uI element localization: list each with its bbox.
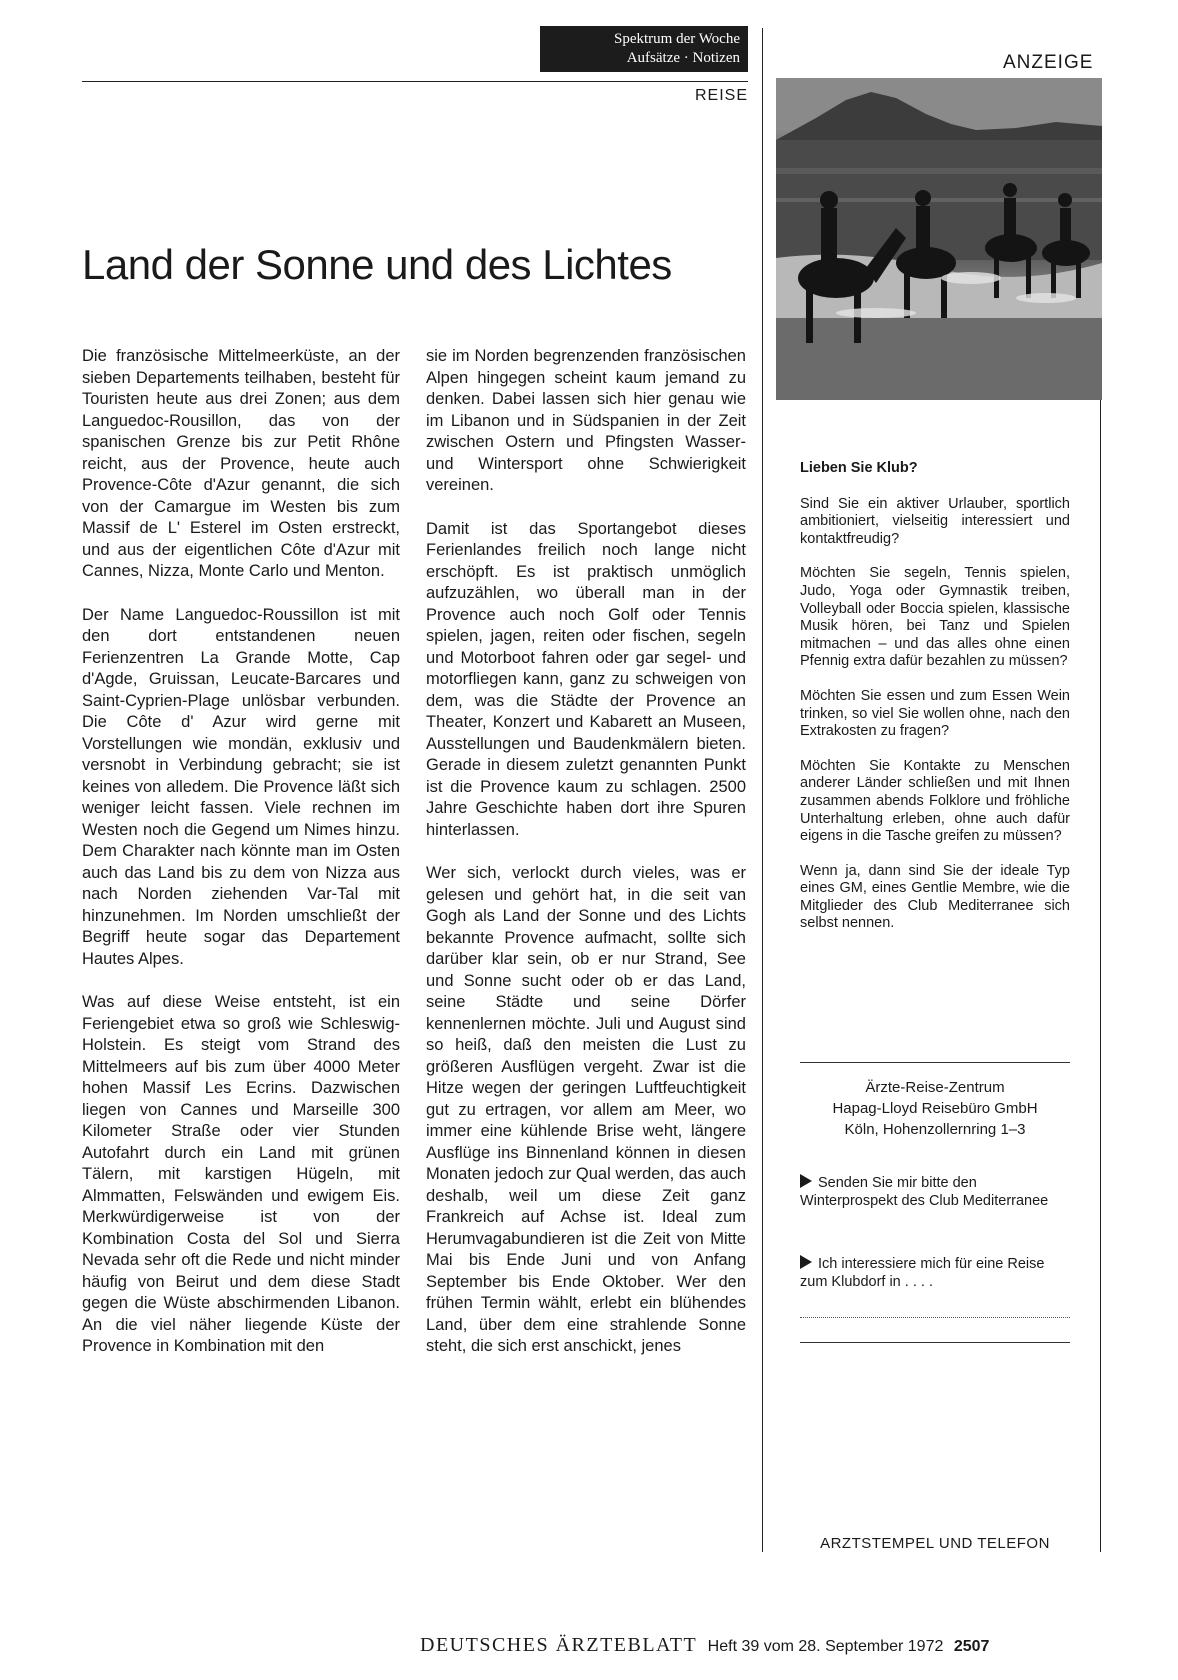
article-paragraph: Die französische Mittelmeerküste, an der sieben Departements teilhaben, besteht für Touristen heute aus drei Zonen; aus dem Languedoc-Rousillon, das von der spanischen Grenze bis zur Petit Rhône reicht, aus der Provence, heute auch Provence-Côte d'Azur genannt, die sich von der Camargue im Westen bis zum Massif de L' Esterel im Osten erstreckt, und aus der eigentlichen Côte d'Azur mit Cannes, Nizza, Monte Carlo und Menton. (82, 347, 400, 580)
ad-label: ANZEIGE (1003, 52, 1094, 73)
address-line: Köln, Hohenzollernring 1–3 (844, 1121, 1026, 1138)
coupon-option-text: Senden Sie mir bitte den Winterprospekt des Club Mediterranee (800, 1175, 1049, 1209)
page-footer (420, 1634, 989, 1657)
header-rule (82, 81, 748, 82)
article-paragraph: Was auf diese Weise entsteht, ist ein Feriengebiet etwa so groß wie Schleswig-Holstein. Es steigt vom Strand des Mittelmeers auf bis zum über 4000 Meter hohen Massif Les Ecrins. Dazwischen liegen von Cannes und Marseille 300 Kilometer Straße oder vier Stunden Autofahrt durch ein Land mit grünen Tälern, mit karstigen Hügeln, mit Almmatten, Felswänden und ewigem Eis. Merkwürdigerweise ist von der Kombination Costa del Sol und Sierra Nevada sehr oft die Rede und nicht minder häufig von Beirut und dem diese Stadt gegen die Wüste abschirmenden Libanon. An die viel näher liegende Küste der Provence in Kombination mit den (82, 993, 400, 1355)
triangle-bullet-icon (800, 1255, 812, 1269)
section-label-line1: Spektrum der Woche (614, 31, 740, 47)
address-line: Hapag-Lloyd Reisebüro GmbH (832, 1100, 1038, 1117)
ad-paragraph: Sind Sie ein aktiver Urlauber, sportlich ambitioniert, vielseitig interessiert und kontaktfreudig? (800, 495, 1070, 547)
column-divider (762, 28, 763, 1552)
ad-body (800, 460, 1070, 950)
section-label-box (540, 26, 748, 72)
ad-paragraph: Möchten Sie segeln, Tennis spielen, Judo, Yoga oder Gymnastik treiben, Volleyball oder Boccia spielen, klassische Musik hören, bei Tanz und Spielen mitmachen – und das alles ohne einen Pfennig extra dafür bezahlen zu müssen? (800, 565, 1070, 670)
article-title: Land der Sonne und des Lichtes (82, 241, 672, 288)
coupon-fill-line[interactable] (800, 1317, 1070, 1318)
triangle-bullet-icon (800, 1174, 812, 1188)
issue-info: Heft 39 vom 28. September 1972 (707, 1638, 944, 1655)
article-paragraph: Der Name Languedoc-Roussillon ist mit den dort entstandenen neuen Ferienzentren La Grande Motte, Cap d'Agde, Gruissan, Leucate-Barcares und Saint-Cyprien-Plage unlösbar verbunden. Die Côte d' Azur wird gerne mit Vorstellungen wie mondän, exklusiv und versnobt in Verbindung gebracht; sie ist keines von alledem. Die Provence läßt sich weniger leicht fassen. Viele rechnen im Westen noch die Gegend um Nimes hinzu. Dem Charakter nach könnte man im Osten auch das Land bis zu dem von Nizza aus nach Norden ziehenden Var-Tal mit hinzunehmen. Im Norden umschließt der Begriff heute sogar das Departement Hautes Alpes. (82, 605, 400, 968)
coupon-option-club-village[interactable] (800, 1255, 1070, 1291)
ad-paragraph: Möchten Sie essen und zum Essen Wein trinken, so viel Sie wollen ohne, nach den Extrakosten zu fragen? (800, 687, 1070, 740)
ad-paragraph: Wenn ja, dann sind Sie der ideale Typ eines GM, eines Gentlie Membre, wie die Mitglieder des Club Mediterranee sich selbst nennen. (800, 862, 1070, 932)
page-number: 2507 (953, 1638, 990, 1655)
article-column-2 (426, 346, 746, 1380)
ad-title: Lieben Sie Klub? (800, 460, 918, 476)
journal-name: DEUTSCHES ÄRZTEBLATT (420, 1634, 698, 1656)
coupon-option-text: Ich interessiere mich für eine Reise zum Klubdorf in . . . . (800, 1256, 1045, 1290)
ad-paragraph: Möchten Sie Kontakte zu Menschen anderer Länder schließen und mit Ihnen zusammen abends Folklore und fröhliche Unterhaltung erleben, ohne auch dafür eigens in die Tasche greifen zu müssen? (800, 757, 1070, 845)
stamp-label: ARZTSTEMPEL UND TELEFON (820, 1535, 1050, 1552)
article-paragraph: Damit ist das Sportangebot dieses Ferienlandes freilich noch lange nicht erschöpft. Es ist praktisch unmöglich aufzuzählen, wo überall man in der Provence auch noch Golf oder Tennis spielen, jagen, reiten oder fischen, segeln und Motorboot fahren oder gar segel- und motorfliegen kann, ganz zu schweigen von dem, was die Städte der Provence an Theater, Konzert und Kabarett an Museen, Ausstellungen und Baudenkmälern bieten. Gerade in diesem zuletzt genannten Punkt ist die Provence kaum zu schlagen. 2500 Jahre Geschichte haben dort ihre Spuren hinterlassen. (426, 519, 746, 839)
coupon-divider (800, 1342, 1070, 1343)
article-column-1 (82, 346, 400, 1380)
beach-riders-photo (776, 78, 1102, 400)
address-line: Ärzte-Reise-Zentrum (865, 1079, 1005, 1096)
article-paragraph: sie im Norden begrenzenden französischen Alpen hingegen scheint kaum jemand zu denken. Dabei lassen sich hier genau wie im Libanon und in Südspanien in der Zeit zwischen Ostern und Pfingsten Wasser- und Wintersport ohne Schwierigkeit vereinen. (426, 347, 746, 494)
section-label-line2: Aufsätze · Notizen (626, 50, 740, 66)
ad-divider (800, 1062, 1070, 1063)
article-paragraph: Wer sich, verlockt durch vieles, was er gelesen und gehört hat, in die seit van Gogh als Land der Sonne und des Lichts bekannte Provence aufmacht, sollte sich darüber klar sein, ob er nur Strand, See und Sonne sucht oder ob er das Land, seine Städte und seine Dörfer kennenlernen möchte. Juli und August sind so heiß, daß den meisten die Lust zu größeren Ausflügen vergeht. Zwar ist die Hitze wegen der geringen Luftfeuchtigkeit gut zu ertragen, vor allem am Meer, wo immer eine kühlende Brise weht, längere Ausflüge ins Binnenland können in diesen Monaten jedoch zur Qual werden, das auch deshalb, weil um diese Zeit ganz Frankreich auf Achse ist. Ideal zum Herumvagabundieren ist die Zeit von Mitte Mai bis Ende Juni und von Anfang September bis Ende Oktober. Wer den frühen Termin wählt, erlebt ein blühendes Land, über dem eine strahlende Sonne steht, die sich erst anschickt, jenes (426, 864, 746, 1355)
ad-address (800, 1077, 1070, 1140)
coupon-option-winter-catalog[interactable] (800, 1174, 1070, 1210)
rubric-label: REISE (694, 87, 748, 104)
